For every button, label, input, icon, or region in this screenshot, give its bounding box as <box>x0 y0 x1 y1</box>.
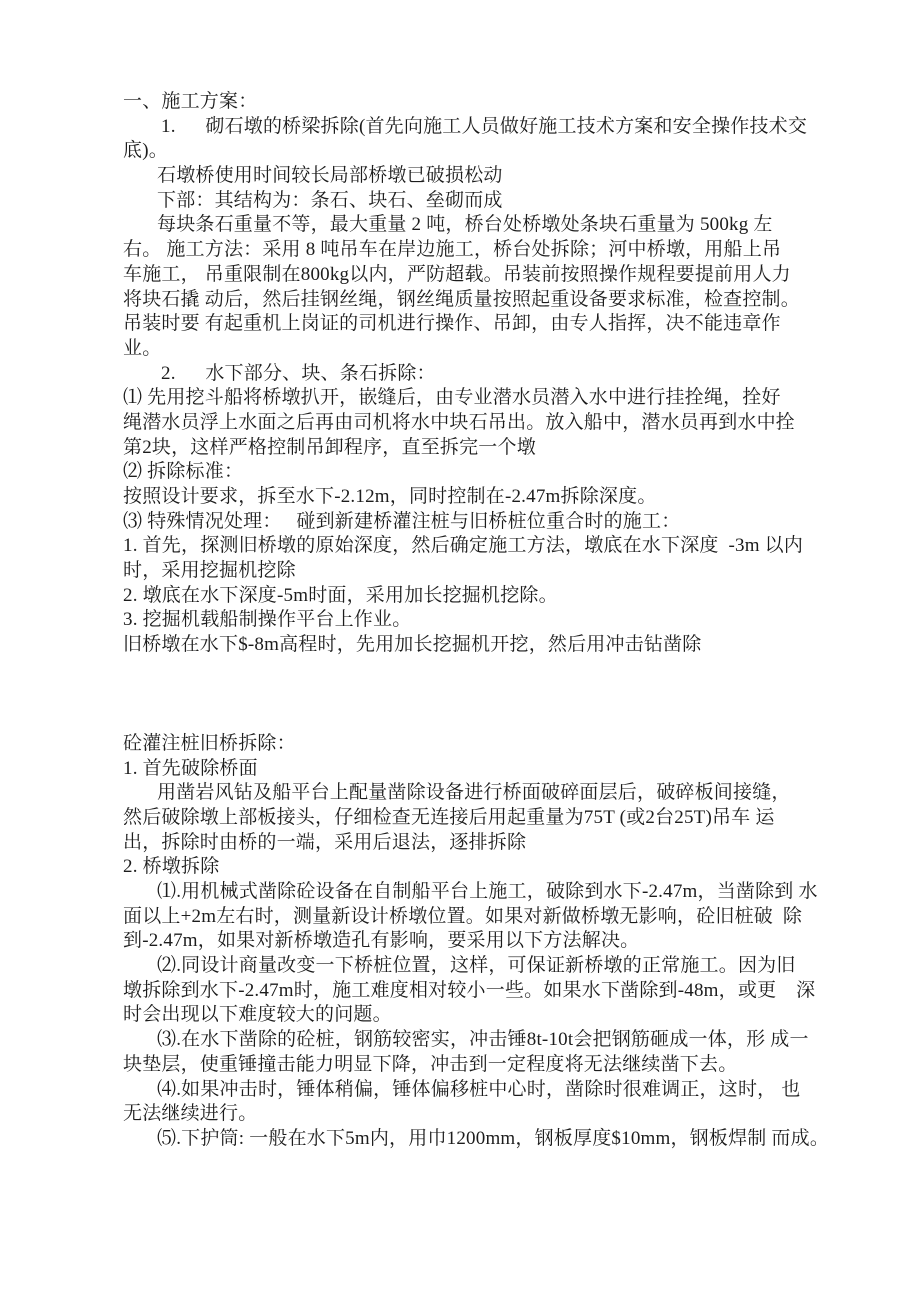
text-line: 每块条石重量不等，最大重量 2 吨，桥台处桥墩处条块石重量为 500kg 左 <box>157 214 773 236</box>
document-text-body <box>123 90 830 1152</box>
text-line: 旧桥墩在水下$-8m高程时，先用加长挖掘机开挖，然后用冲击钻凿除 <box>123 634 702 656</box>
text-line: 2. 桥墩拆除 <box>123 856 220 878</box>
blank-line <box>123 658 803 683</box>
text-line: 面以上+2m左右时，测量新设计桥墩位置。如果对新做桥墩无影响，砼旧桩破 除 <box>123 905 803 927</box>
text-line: 1. 首先，探测旧桥墩的原始深度，然后确定施工方法，墩底在水下深度 -3m 以内 <box>123 535 804 557</box>
text-line: 时会出现以下难度较大的问题。 <box>123 1004 392 1026</box>
text-line: 一、施工方案： <box>123 91 258 112</box>
text-line: ⑴.用机械式凿除砼设备在自制船平台上施工，破除到水下-2.47m，当凿除到 水 <box>157 881 818 902</box>
text-line: ⑴ 先用挖斗船将桥墩扒开，嵌缝后，由专业潜水员潜入水中进行挂拴绳，拴好 <box>123 387 781 409</box>
text-line: ⑵ 拆除标准： <box>123 461 244 483</box>
text-line: 到-2.47m，如果对新桥墩造孔有影响，要采用以下方法解决。 <box>123 930 640 952</box>
text-line: 1. 首先破除桥面 <box>123 757 258 779</box>
text-line: 砼灌注桩旧桥拆除： <box>123 732 296 754</box>
text-line: ⑸.下护筒: 一般在水下5m内，用巾1200mm，钢板厚度$10mm，钢板焊制 而成。 <box>157 1127 830 1149</box>
text-line: 用凿岩风钻及船平台上配量凿除设备进行桥面破碎面层后，破碎板间接缝， <box>157 782 791 804</box>
text-line: ⑶.在水下凿除的砼桩，钢筋较密实，冲击锤8t-10t会把钢筋砸成一体，形 成一 <box>157 1029 809 1051</box>
text-line: 吊装时要 有起重机上岗证的司机进行操作、吊卸，由专人指挥，决不能违章作 <box>123 313 781 335</box>
text-line: 石墩桥使用时间较长局部桥墩已破损松动 <box>157 165 503 187</box>
text-line: 墩拆除到水下-2.47m时，施工难度相对较小一些。如果水下凿除到-48m，或更 深 <box>123 979 816 1001</box>
text-line: ⑵.同设计商量改变一下桥桩位置，这样，可保证新桥墩的正常施工。因为旧 <box>157 955 796 977</box>
text-line: 2. 水下部分、块、条石拆除： <box>161 362 436 384</box>
text-line: 将块石撬 动后，然后挂钢丝绳，钢丝绳质量按照起重设备要求标准，检查控制。 <box>123 288 800 310</box>
text-line: 按照设计要求，拆至水下-2.12m，同时控制在-2.47m拆除深度。 <box>123 486 657 507</box>
text-line: 1. 砌石墩的桥梁拆除(首先向施工人员做好施工技术方案和安全操作技术交 <box>161 115 808 137</box>
text-line: 时，采用挖掘机挖除 <box>123 560 296 582</box>
text-line: 然后破除墩上部板接头，仔细检查无连接后用起重量为75T (或2台25T)吊车 运 <box>123 806 775 828</box>
text-line: 无法继续进行。 <box>123 1103 258 1125</box>
text-line: 第2块，这样严格控制吊卸程序，直至拆完一个墩 <box>123 436 536 458</box>
text-line: 车施工， 吊重限制在800kg以内，严防超载。吊装前按照操作规程要提前用人力 <box>123 263 791 285</box>
text-line: 绳潜水员浮上水面之后再由司机将水中块石吊出。放入船中，潜水员再到水中拴 <box>123 411 796 433</box>
text-line: ⑶ 特殊情况处理： 碰到新建桥灌注桩与旧桥桩位重合时的施工： <box>123 510 681 532</box>
text-line: 3. 挖掘机载船制操作平台上作业。 <box>123 609 412 631</box>
text-line: 下部：其结构为：条石、块石、垒砌而成 <box>157 189 503 211</box>
text-line: 2. 墩底在水下深度-5m时面，采用加长挖掘机挖除。 <box>123 584 558 606</box>
text-line: 块垫层，使重锤撞击能力明显下降，冲击到一定程度将无法继续凿下去。 <box>123 1053 738 1075</box>
text-line: 出，拆除时由桥的一端，采用后退法，逐排拆除 <box>123 831 527 853</box>
blank-line <box>123 683 803 708</box>
text-line: 底)。 <box>123 140 168 162</box>
text-line: 业。 <box>123 337 162 359</box>
blank-line <box>123 707 803 732</box>
text-line: 右。 施工方法：采用 8 吨吊车在岸边施工，桥台处拆除；河中桥墩，用船上吊 <box>123 239 782 261</box>
text-line: ⑷.如果冲击时，锤体稍偏，锤体偏移桩中心时，凿除时很难调正，这时， 也 <box>157 1078 801 1100</box>
